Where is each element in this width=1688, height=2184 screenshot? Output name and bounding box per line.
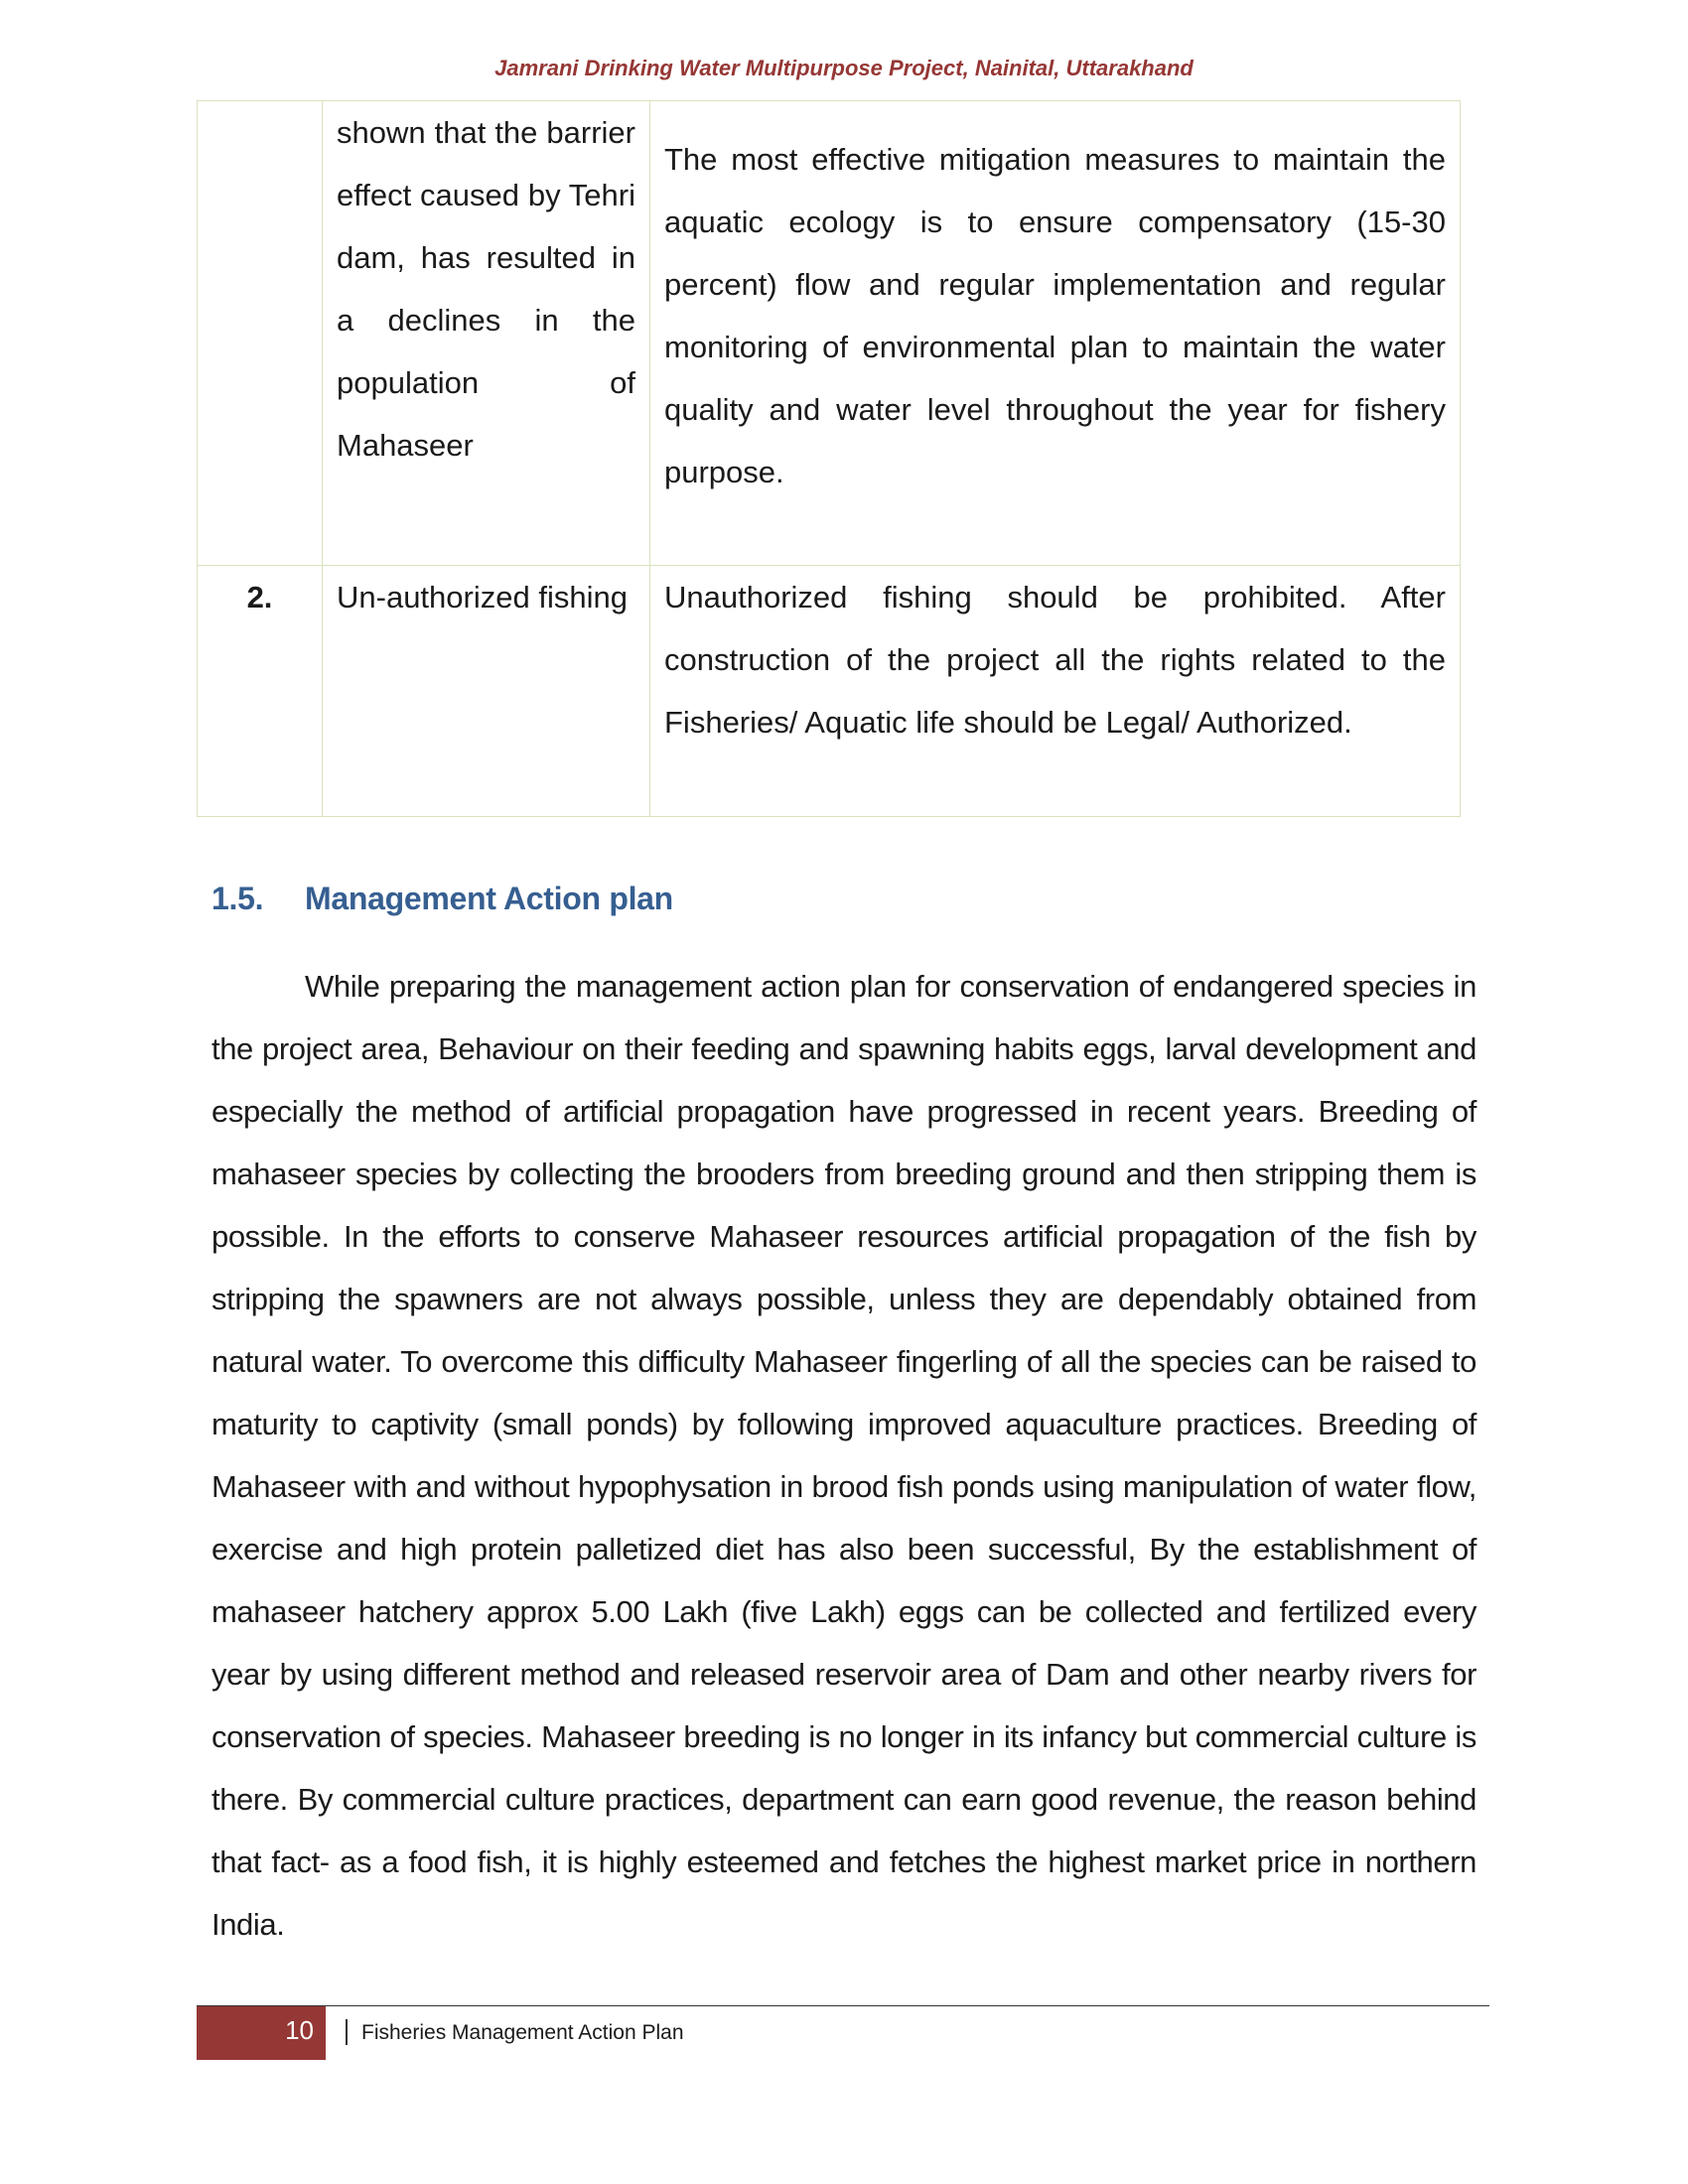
table-row xyxy=(198,101,1461,566)
mitigation-table xyxy=(197,100,1461,817)
section-number: 1.5. xyxy=(211,881,264,916)
impact-cell: shown that the barrier effect caused by Tehri dam, has resulted in a declines in the population of Mahaseer xyxy=(323,101,650,566)
mitigation-cell: The most effective mitigation measures to maintain the aquatic ecology is to ensure compensatory (15-30 percent) flow and regular implementation and regular monitoring of environmental plan to maintain the water quality and water level throughout the year for fishery purpose. xyxy=(650,101,1461,566)
footer-separator xyxy=(346,2019,348,2045)
page-number: 10 xyxy=(285,2015,314,2045)
section-heading xyxy=(211,881,673,917)
footer-title: Fisheries Management Action Plan xyxy=(361,2021,684,2044)
impact-cell: Un-authorized fishing xyxy=(323,566,650,817)
table-row xyxy=(198,566,1461,817)
section-title: Management Action plan xyxy=(305,881,673,916)
footer-divider xyxy=(197,2005,1489,2006)
mitigation-cell: Unauthorized fishing should be prohibited. After construction of the project all the rights related to the Fisheries/ Aquatic life should be Legal/ Authorized. xyxy=(650,566,1461,817)
serial-number-cell xyxy=(198,101,323,566)
serial-number-cell: 2. xyxy=(198,566,323,817)
body-paragraph: While preparing the management action plan for conservation of endangered species in the project area, Behaviour on their feeding and spawning habits eggs, larval development and especially the method of artificial propagation have progressed in recent years. Breeding of mahaseer species by collecting the brooders from breeding ground and then stripping them is possible. In the efforts to conserve Mahaseer resources artificial propagation of the fish by stripping the spawners are not always possible, unless they are dependably obtained from natural water. To overcome this difficulty Mahaseer fingerling of all the species can be raised to maturity to captivity (small ponds) by following improved aquaculture practices. Breeding of Mahaseer with and without hypophysation in brood fish ponds using manipulation of water flow, exercise and high protein palletized diet has also been successful, By the establishment of mahaseer hatchery approx 5.00 Lakh (five Lakh) eggs can be collected and fertilized every year by using different method and released reservoir area of Dam and other nearby rivers for conservation of species. Mahaseer breeding is no longer in its infancy but commercial culture is there. By commercial culture practices, department can earn good revenue, the reason behind that fact- as a food fish, it is highly esteemed and fetches the highest market price in northern India. xyxy=(211,969,1477,1942)
running-header: Jamrani Drinking Water Multipurpose Project, Nainital, Uttarakhand xyxy=(494,56,1194,80)
